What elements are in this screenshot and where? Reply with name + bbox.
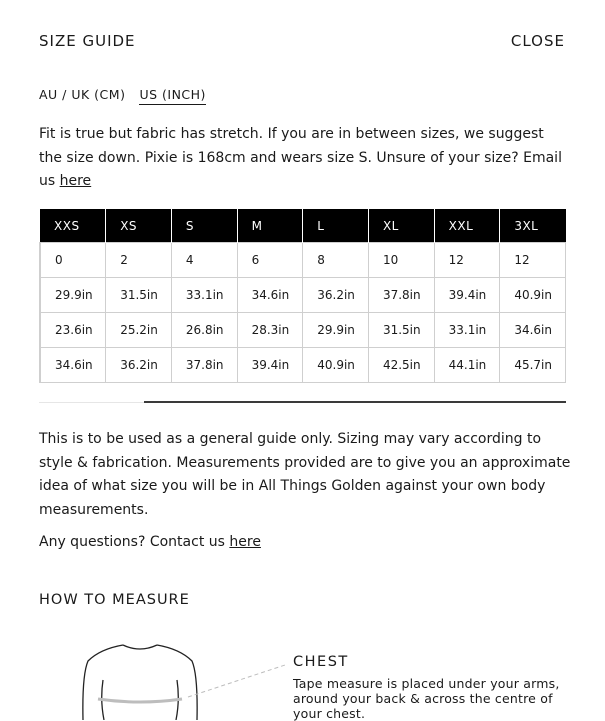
size-header-cell: XXS <box>40 209 106 243</box>
table-cell: 34.6in <box>500 313 566 348</box>
table-cell: 36.2in <box>106 348 172 383</box>
table-cell: 29.9in <box>40 278 106 313</box>
fit-description-text: Fit is true but fabric has stretch. If you are in between sizes, we suggest the size down. Pixie is 168cm and wears size S. Unsure of your size? Email us <box>39 126 562 189</box>
fit-description <box>39 123 569 194</box>
table-cell: 31.5in <box>368 313 434 348</box>
page-title: SIZE GUIDE <box>39 32 136 50</box>
size-header-cell: 3XL <box>500 209 566 243</box>
size-header-row <box>40 209 566 243</box>
table-row <box>40 348 566 383</box>
size-header-cell: XXL <box>434 209 500 243</box>
table-cell: 45.7in <box>500 348 566 383</box>
contact-line <box>39 531 261 554</box>
table-cell: 36.2in <box>303 278 369 313</box>
chest-description: Tape measure is placed under your arms, around your back & across the centre of your chest. <box>293 676 560 721</box>
table-cell: 28.3in <box>237 313 303 348</box>
size-header-cell: L <box>303 209 369 243</box>
pointer-line <box>188 665 285 697</box>
table-cell: 37.8in <box>171 348 237 383</box>
table-row <box>40 243 566 278</box>
table-cell: 4 <box>171 243 237 278</box>
table-horizontal-scrollbar[interactable] <box>39 401 566 404</box>
table-row <box>40 278 566 313</box>
close-button[interactable]: CLOSE <box>510 32 565 50</box>
table-cell: 40.9in <box>303 348 369 383</box>
table-row <box>40 313 566 348</box>
table-cell: 40.9in <box>500 278 566 313</box>
table-cell: 34.6in <box>237 278 303 313</box>
contact-us-link[interactable]: here <box>229 534 261 550</box>
tape-measure-line <box>98 699 182 702</box>
table-cell: 2 <box>106 243 172 278</box>
table-cell: 31.5in <box>106 278 172 313</box>
table-cell: 29.9in <box>303 313 369 348</box>
unit-tabs <box>39 87 220 105</box>
table-cell: 39.4in <box>237 348 303 383</box>
size-header-cell: M <box>237 209 303 243</box>
table-cell: 12 <box>500 243 566 278</box>
tab-us-inch[interactable]: US (INCH) <box>139 87 205 105</box>
how-to-measure-heading: HOW TO MEASURE <box>39 592 190 608</box>
size-table <box>39 209 566 383</box>
table-cell: 23.6in <box>40 313 106 348</box>
table-cell: 39.4in <box>434 278 500 313</box>
contact-text: Any questions? Contact us <box>39 534 230 550</box>
size-header-cell: S <box>171 209 237 243</box>
scrollbar-thumb[interactable] <box>144 401 566 403</box>
table-cell: 33.1in <box>171 278 237 313</box>
chest-heading: CHEST <box>293 654 349 670</box>
email-us-link[interactable]: here <box>59 173 92 189</box>
table-cell: 6 <box>237 243 303 278</box>
table-cell: 26.8in <box>171 313 237 348</box>
table-cell: 34.6in <box>40 348 106 383</box>
table-cell: 25.2in <box>106 313 172 348</box>
size-header-cell: XS <box>106 209 172 243</box>
table-cell: 44.1in <box>434 348 500 383</box>
neckline <box>123 645 157 649</box>
tab-au-uk-cm[interactable]: AU / UK (CM) <box>39 87 126 102</box>
table-cell: 42.5in <box>368 348 434 383</box>
table-cell: 0 <box>40 243 106 278</box>
table-cell: 10 <box>368 243 434 278</box>
table-cell: 12 <box>434 243 500 278</box>
size-header-cell: XL <box>368 209 434 243</box>
table-cell: 33.1in <box>434 313 500 348</box>
size-guide-header <box>39 32 565 52</box>
table-cell: 37.8in <box>368 278 434 313</box>
body-measurement-illustration <box>60 635 290 720</box>
table-cell: 8 <box>303 243 369 278</box>
general-guide-text: This is to be used as a general guide only. Sizing may vary according to style & fabrication. Measurements provided are to give you an approximate idea of what size you will be in All Things Golden against your own body measurements. <box>39 431 571 518</box>
size-table-container <box>39 209 566 383</box>
